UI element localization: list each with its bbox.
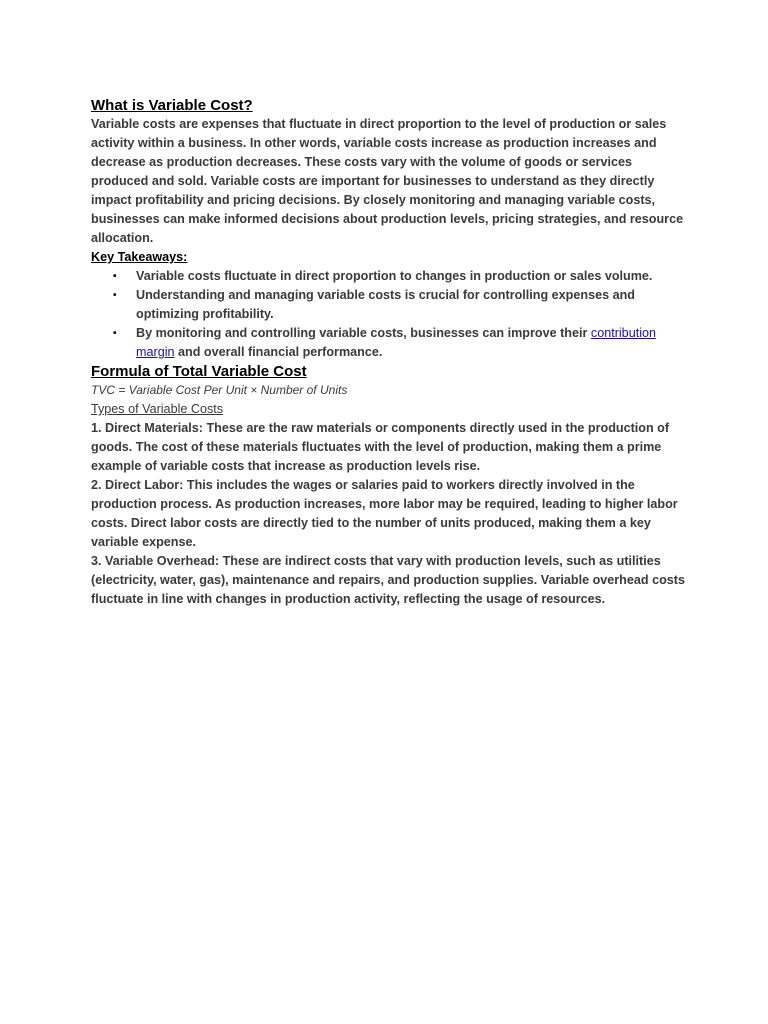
section-title-variable-cost: What is Variable Cost?	[91, 97, 253, 114]
takeaway-text: Variable costs fluctuate in direct proportion to changes in production or sales volume.	[136, 269, 653, 283]
section-title-formula: Formula of Total Variable Cost	[91, 363, 307, 380]
bullet-icon: •	[113, 271, 117, 282]
key-takeaways-list	[91, 267, 691, 362]
document-page	[91, 96, 691, 609]
takeaway-item	[91, 286, 691, 324]
bullet-icon: •	[113, 290, 117, 301]
types-label: Types of Variable Costs	[91, 402, 224, 416]
takeaway-item	[91, 324, 691, 362]
type-item-direct-materials: 1. Direct Materials: These are the raw materials or components directly used in the production of goods. The cost of these materials fluctuates with the level of production, making them a prime example of variable costs that increase as production levels rise.	[91, 421, 670, 473]
takeaway-text: Understanding and managing variable costs is crucial for controlling expenses and optimizing profitability.	[136, 288, 635, 321]
intro-paragraph: Variable costs are expenses that fluctuate in direct proportion to the level of production or sales activity within a business. In other words, variable costs increase as production increases and decrease as production decreases. These costs vary with the volume of goods or services produced and sold. Variable costs are important for businesses to understand as they directly impact profitability and pricing decisions. By closely monitoring and managing variable costs, businesses can make informed decisions about production levels, pricing strategies, and resource allocation.	[91, 117, 684, 245]
formula-text: TVC = Variable Cost Per Unit × Number of Units	[91, 383, 348, 397]
takeaway-text-before: By monitoring and controlling variable costs, businesses can improve their	[136, 326, 591, 340]
takeaway-text-after: and overall financial performance.	[174, 345, 383, 359]
key-takeaways-label: Key Takeaways:	[91, 250, 188, 264]
type-item-direct-labor: 2. Direct Labor: This includes the wages or salaries paid to workers directly involved in the production process. As production increases, more labor may be required, leading to higher labor costs. Direct labor costs are directly tied to the number of units produced, making them a key variable expense.	[91, 478, 678, 549]
takeaway-item	[91, 267, 691, 286]
contribution-margin-link[interactable]: contribution margin	[136, 326, 656, 359]
bullet-icon: •	[113, 328, 117, 339]
type-item-variable-overhead: 3. Variable Overhead: These are indirect costs that vary with production levels, such as utilities (electricity, water, gas), maintenance and repairs, and production supplies. Variable overhead costs fluctuate in line with changes in production activity, reflecting the usage of resources.	[91, 554, 685, 606]
